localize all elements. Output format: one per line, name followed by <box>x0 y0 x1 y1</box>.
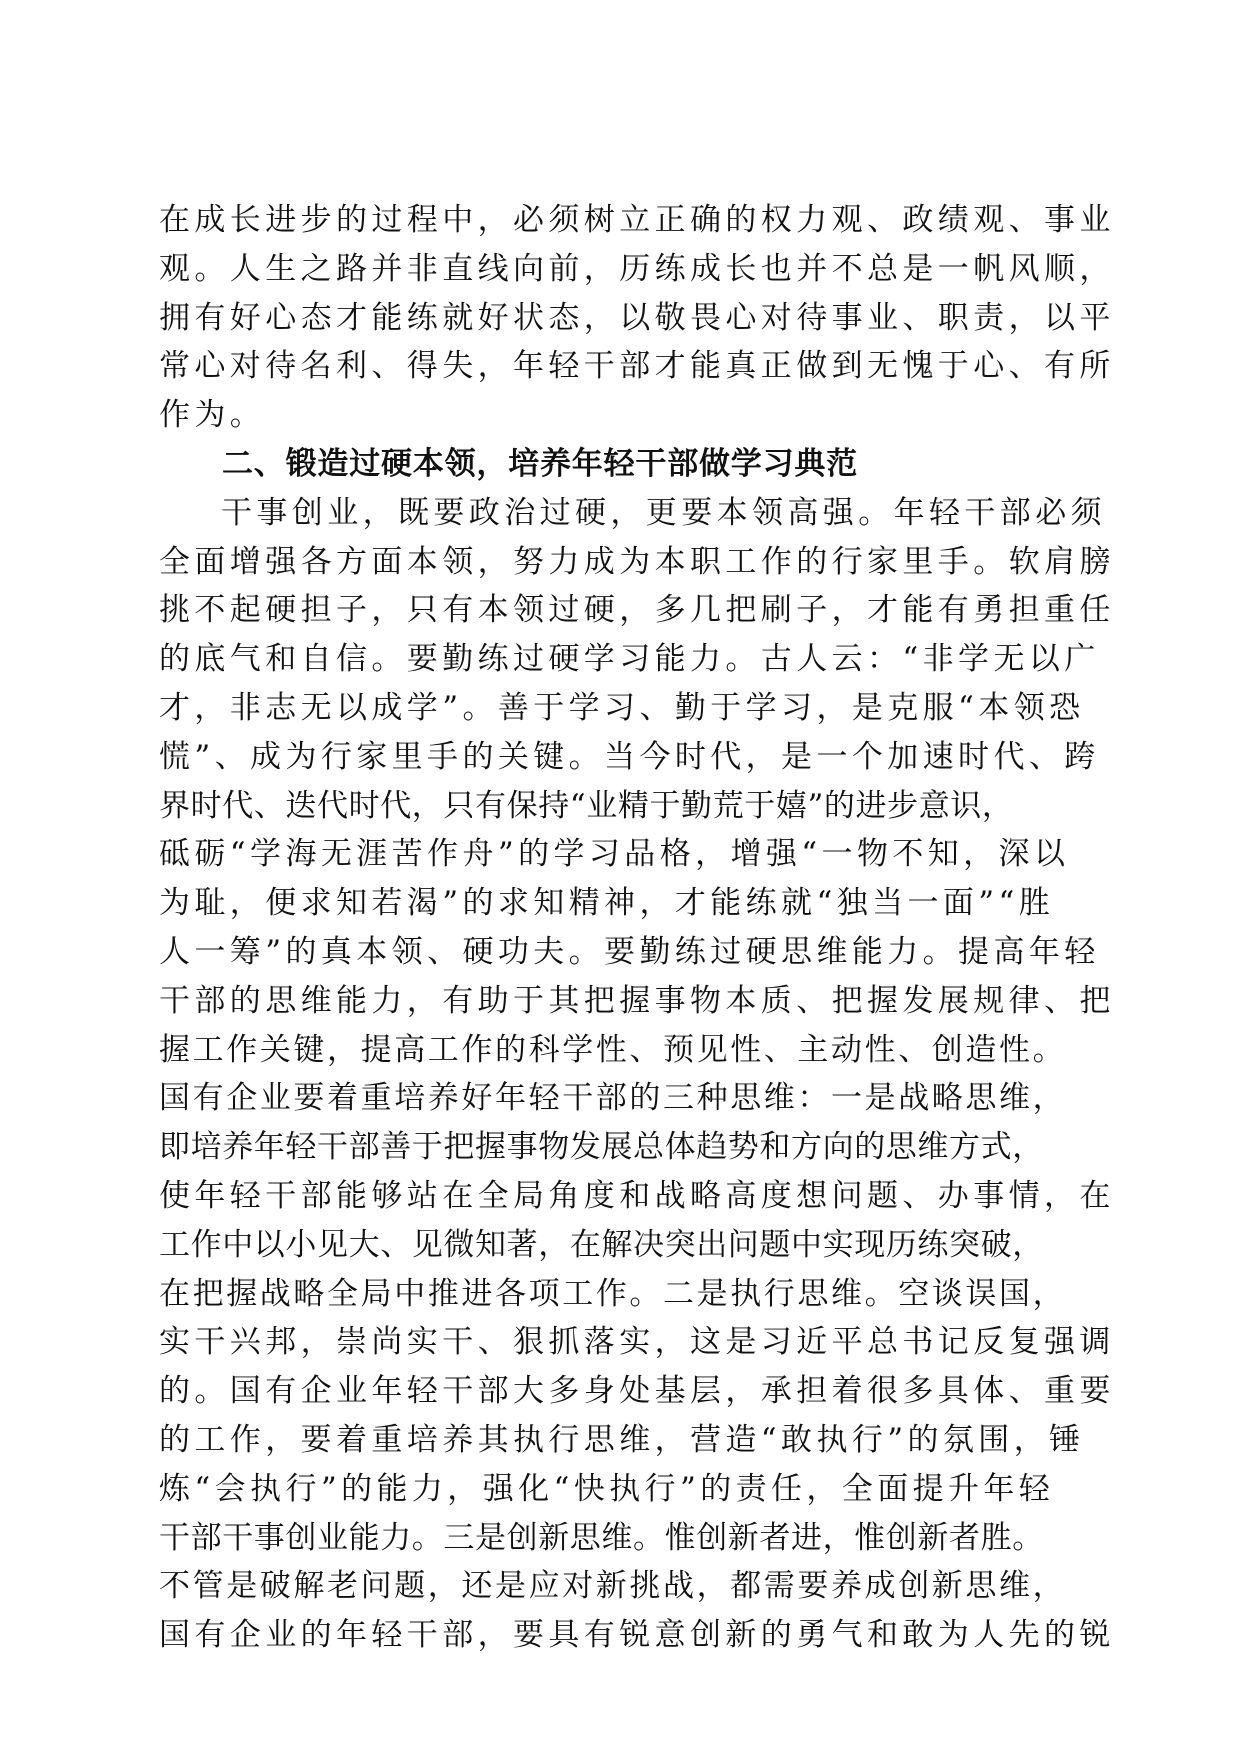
text-line: 在成长进步的过程中，必须树立正确的权力观、政绩观、事业 <box>159 202 1115 238</box>
text-line: 挑不起硬担子，只有本领过硬，多几把刷子，才能有勇担重任 <box>159 592 1115 629</box>
text-line: 界时代、迭代时代，只有保持“业精于勤荒于嬉”的进步意识， <box>159 787 1014 824</box>
text-line: 观。人生之路并非直线向前，历练成长也并不总是一帆风顺， <box>159 250 1115 287</box>
text-line: 的底气和自信。要勤练过硬学习能力。古人云：“非学无以广 <box>159 641 1100 678</box>
text-line: 干部干事创业能力。三是创新思维。惟创新者进，惟创新者胜。 <box>159 1519 1044 1556</box>
text-line: 握工作关键，提高工作的科学性、预见性、主动性、创造性。 <box>159 1031 1067 1068</box>
text-line: 国有企业要着重培养好年轻干部的三种思维：一是战略思维， <box>159 1080 1067 1117</box>
text-line: 即培养年轻干部善于把握事物发展总体趋势和方向的思维方式， <box>159 1129 1044 1166</box>
text-line: 常心对待名利、得失，年轻干部才能真正做到无愧于心、有所 <box>159 348 1115 385</box>
text-line: 为耻，便求知若渴”的求知精神，才能练就“独当一面”“胜 <box>159 885 1055 922</box>
text-line: 砥砺“学海无涯苦作舟”的学习品格，增强“一物不知，深以 <box>159 836 1070 873</box>
text-line: 使年轻干部能够站在全局角度和战略高度想问题、办事情，在 <box>159 1177 1115 1214</box>
body-text <box>159 196 1115 1660</box>
text-line: 不管是破解老问题，还是应对新挑战，都需要养成创新思维， <box>159 1568 1067 1605</box>
text-line: 慌”、成为行家里手的关键。当今时代，是一个加速时代、跨 <box>159 738 1100 775</box>
text-line: 作为。 <box>159 397 266 434</box>
text-line: 全面增强各方面本领，努力成为本职工作的行家里手。软肩膀 <box>159 543 1115 580</box>
text-line: 干部的思维能力，有助于其把握事物本质、把握发展规律、把 <box>159 982 1115 1019</box>
text-line: 的。国有企业年轻干部大多身处基层，承担着很多具体、重要 <box>159 1373 1115 1410</box>
text-line: 工作中以小见大、见微知著，在解决突出问题中实现历练突破， <box>159 1226 1044 1263</box>
text-line: 炼“会执行”的能力，强化“快执行”的责任，全面提升年轻 <box>159 1470 1055 1507</box>
text-line: 拥有好心态才能练就好状态，以敬畏心对待事业、职责，以平 <box>159 299 1115 336</box>
text-line: 才，非志无以成学”。善于学习、勤于学习，是克服“本领恐 <box>159 689 1085 726</box>
text-line: 实干兴邦，崇尚实干、狠抓落实，这是习近平总书记反复强调 <box>159 1324 1115 1361</box>
text-line: 人一筹”的真本领、硬功夫。要勤练过硬思维能力。提高年轻 <box>159 933 1100 970</box>
paragraph-first-line: 干事创业，既要政治过硬，更要本领高强。年轻干部必须 <box>221 494 1106 531</box>
section-heading: 二、锻造过硬本领，培养年轻干部做学习典范 <box>222 445 858 482</box>
text-line: 国有企业的年轻干部，要具有锐意创新的勇气和敢为人先的锐 <box>159 1617 1115 1654</box>
text-line: 的工作，要着重培养其执行思维，营造“敢执行”的氛围，锤 <box>159 1421 1085 1458</box>
text-line: 在把握战略全局中推进各项工作。二是执行思维。空谈误国， <box>159 1275 1067 1312</box>
